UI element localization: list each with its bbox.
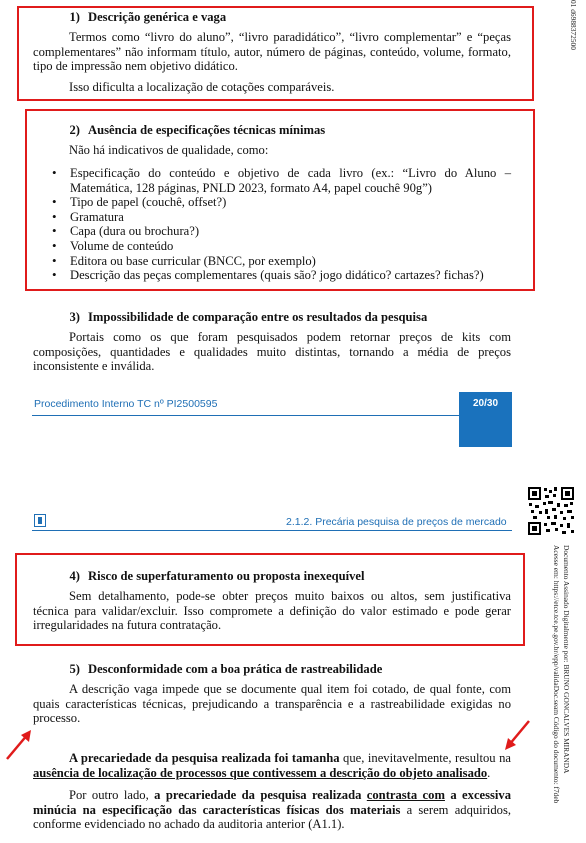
section-4-title: Risco de superfaturamento ou proposta inexequível xyxy=(88,569,365,583)
section-4-number: 4) xyxy=(69,569,80,583)
conclusion-1-end: . xyxy=(487,765,491,780)
section-4-paragraph: Sem detalhamento, pode-se obter preços muito baixos ou altos, sem justificativa técnica para validar/excluir. Isso compromete a definição do valor estimado e pode gerar irregularidades na futura contratação. xyxy=(33,589,511,633)
section-3-paragraph: Portais como os que foram pesquisados podem retornar preços de kits com composições, quantidades e qualidades muito distintas, tornando a média de preços inconsistente e inválida. xyxy=(33,330,511,374)
conclusion-2-bold-2: a excessiva minúcia na especificação das características físicas dos materiais xyxy=(33,788,512,817)
section-5-number: 5) xyxy=(69,662,80,676)
section-3-heading xyxy=(52,310,427,325)
section-5-title: Desconformidade com a boa prática de rastreabilidade xyxy=(88,662,383,676)
conclusion-paragraph-1 xyxy=(33,751,511,780)
side-document-code: 01 d6988372500 xyxy=(569,0,578,50)
footer-procedure-label: Procedimento Interno TC nº PI2500595 xyxy=(34,398,218,410)
quality-criteria-list xyxy=(52,166,511,283)
conclusion-2-end: a serem adquiridos, conforme evidenciado no achado da auditoria anterior (A1.1). xyxy=(33,802,512,832)
list-item: • Volume de conteúdo xyxy=(52,239,511,254)
page-number: 20/30 xyxy=(472,398,499,409)
section-1-paragraph: Termos como “livro do aluno”, “livro paradidático”, “livro complementar” e “peças complementares” não informam título, autor, número de páginas, conteúdo, volume, formato, tipo de impressão nem objetivo didático. xyxy=(33,30,511,74)
header-divider xyxy=(32,530,512,531)
section-2-heading xyxy=(52,123,325,138)
section-3-number: 3) xyxy=(69,310,80,324)
section-1-heading xyxy=(52,10,226,25)
logo-icon xyxy=(34,514,46,527)
conclusion-1-underlined: ausência de localização de processos que contivessem a descrição do objeto analisado xyxy=(33,765,488,780)
conclusion-2-underlined: contrasta com xyxy=(366,788,445,802)
red-arrow-icon xyxy=(4,728,34,762)
page-number-badge xyxy=(459,392,512,447)
conclusion-2-bold-1: a precariedade da pesquisa realizada xyxy=(154,788,367,802)
section-1-title: Descrição genérica e vaga xyxy=(88,10,227,24)
red-arrow-icon xyxy=(502,718,532,752)
section-5-paragraph: A descrição vaga impede que se documente qual item foi cotado, de qual fonte, com quais características técnicas, prejudicando a transparência e a rastreabilidade exigidas no processo. xyxy=(33,682,511,726)
conclusion-paragraph-2 xyxy=(33,788,511,832)
conclusion-2-start: Por outro lado, xyxy=(69,788,155,802)
section-1-number: 1) xyxy=(69,10,80,24)
footer-divider xyxy=(32,415,512,416)
section-4-heading xyxy=(52,569,364,584)
list-item: • Gramatura xyxy=(52,210,511,225)
validation-side-text: Acesse em: https://etce.tce.pe.gov.br/epp/validaDoc.seam Código do documento: f7deb xyxy=(552,545,561,804)
signature-side-text: Documento Assinado Digitalmente por: BRUNO GONCALVES MIRANDA xyxy=(562,545,571,774)
list-item: • Especificação do conteúdo e objetivo de cada livro (ex.: “Livro do Aluno – Matemática, 128 páginas, PNLD 2023, formato A4, papel couchê 90g”) xyxy=(52,166,511,195)
list-item: • Tipo de papel (couchê, offset?) xyxy=(52,195,511,210)
list-item: • Capa (dura ou brochura?) xyxy=(52,224,511,239)
section-2-number: 2) xyxy=(69,123,80,137)
section-3-title: Impossibilidade de comparação entre os resultados da pesquisa xyxy=(88,310,428,324)
section-2-title: Ausência de especificações técnicas mínimas xyxy=(88,123,326,137)
list-item: • Editora ou base curricular (BNCC, por exemplo) xyxy=(52,254,511,269)
section-5-heading xyxy=(52,662,382,677)
conclusion-1-mid: que, inevitavelmente, resultou na xyxy=(339,751,512,765)
section-2-intro: Não há indicativos de qualidade, como: xyxy=(69,143,269,157)
conclusion-1-bold: A precariedade da pesquisa realizada foi tamanha xyxy=(69,751,340,765)
page-header-section-title: 2.1.2. Precária pesquisa de preços de mercado xyxy=(286,516,507,528)
section-1-note: Isso dificulta a localização de cotações comparáveis. xyxy=(69,80,335,94)
qr-code-icon[interactable] xyxy=(527,486,575,536)
list-item: • Descrição das peças complementares (quais são? jogo didático? cartazes? fichas?) xyxy=(52,268,511,283)
